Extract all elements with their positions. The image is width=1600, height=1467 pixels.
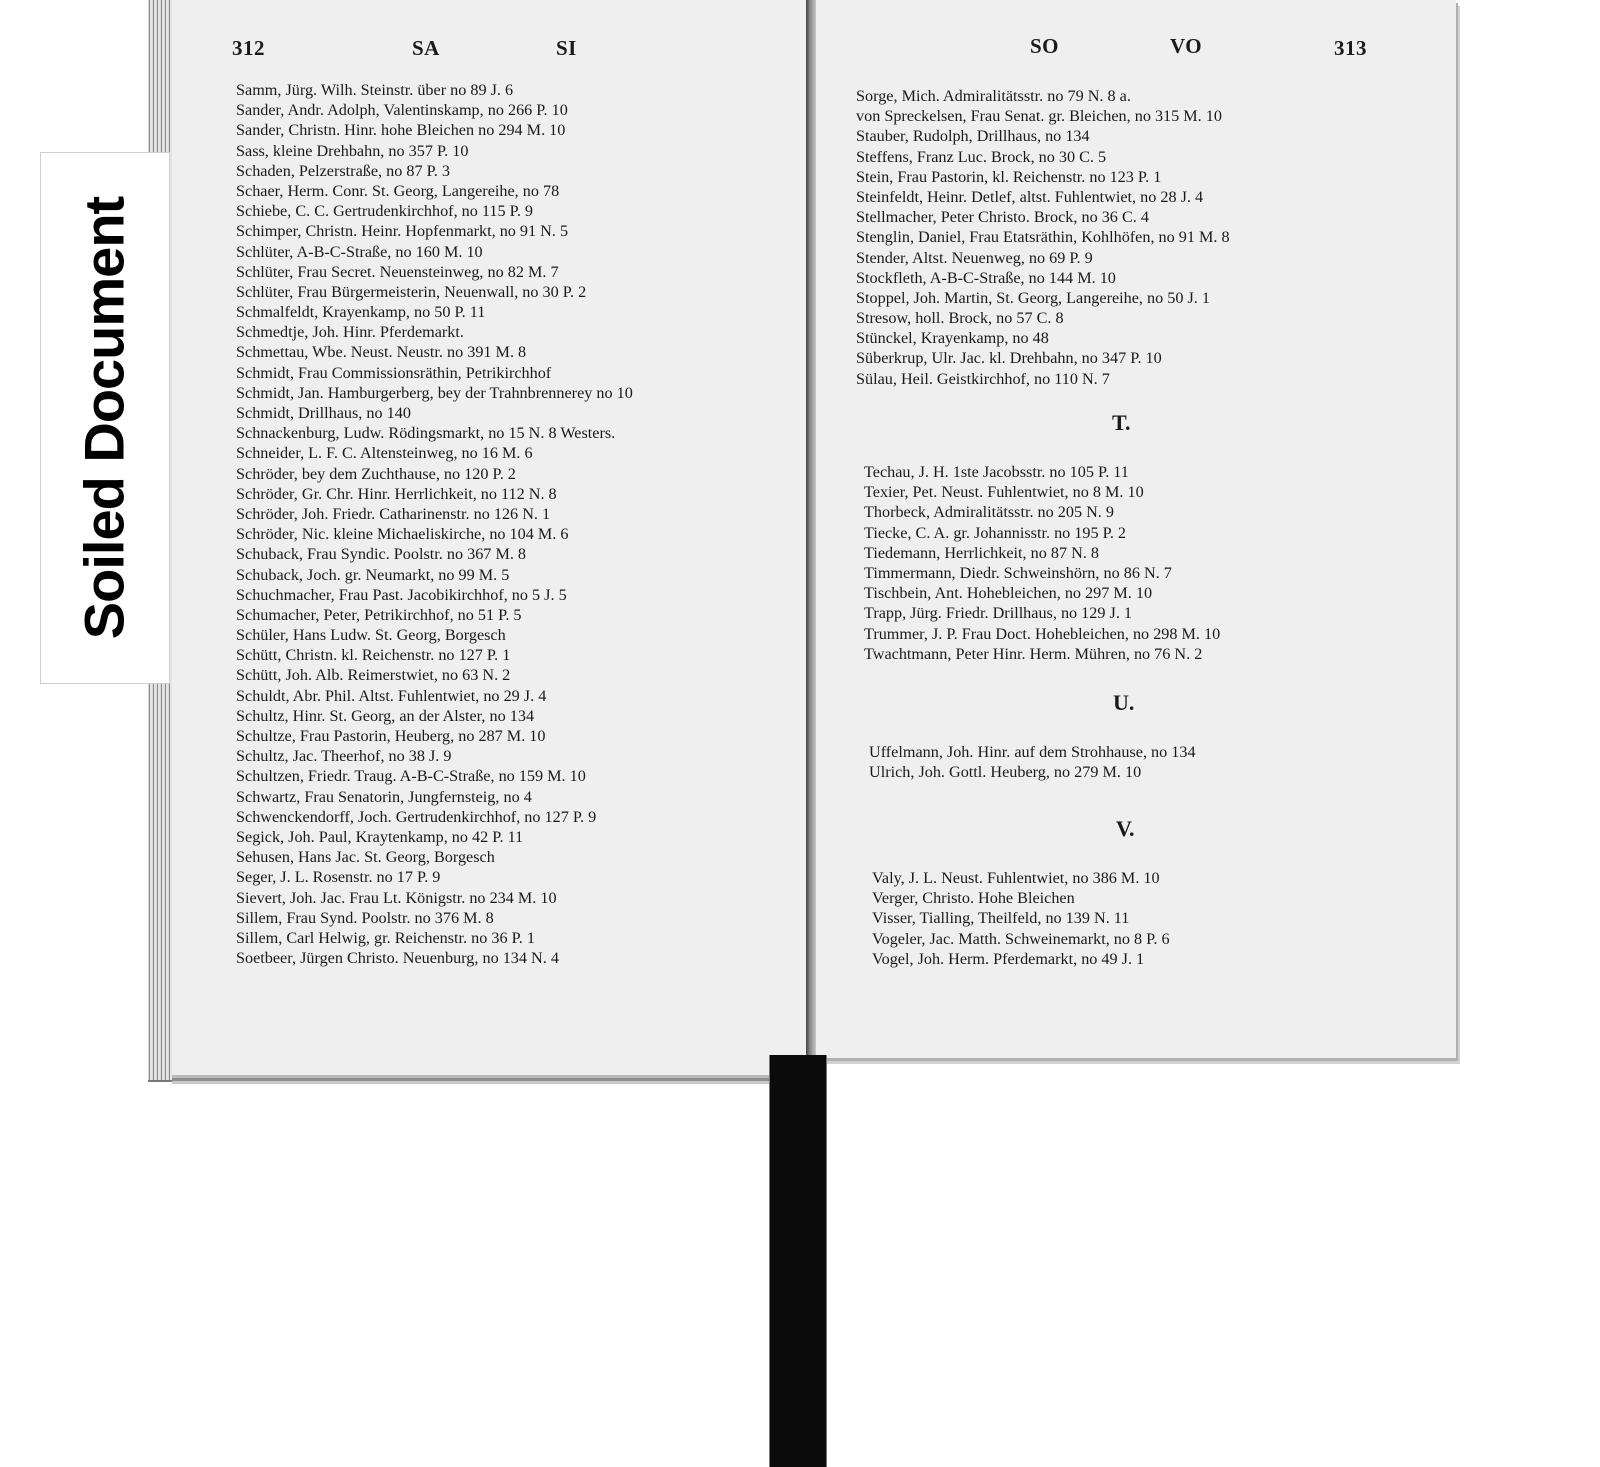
directory-entry: Seger, J. L. Rosenstr. no 17 P. 9	[236, 868, 441, 887]
directory-entry: Verger, Christo. Hohe Bleichen	[872, 889, 1075, 908]
directory-entry: Stresow, holl. Brock, no 57 C. 8	[856, 309, 1064, 328]
directory-entry: Schneider, L. F. C. Altensteinweg, no 16 M. 6	[236, 444, 533, 463]
directory-entry: Sillem, Frau Synd. Poolstr. no 376 M. 8	[236, 908, 494, 927]
directory-entry: Schröder, Joh. Friedr. Catharinenstr. no 126 N. 1	[236, 504, 551, 523]
directory-entry: Schwartz, Frau Senatorin, Jungfernsteig, no 4	[236, 787, 532, 806]
directory-entry: Stenglin, Daniel, Frau Etatsräthin, Kohlhöfen, no 91 M. 8	[856, 228, 1230, 247]
directory-entry: Tiedemann, Herrlichkeit, no 87 N. 8	[864, 543, 1099, 562]
directory-entry: Trummer, J. P. Frau Doct. Hohebleichen, no 298 M. 10	[864, 624, 1221, 643]
left-page-number: 312	[232, 36, 265, 60]
directory-entry: Samm, Jürg. Wilh. Steinstr. über no 89 J. 6	[236, 81, 514, 99]
directory-entry: Schröder, bey dem Zuchthause, no 120 P. 2	[236, 464, 516, 483]
directory-entry: Timmermann, Diedr. Schweinshörn, no 86 N. 7	[864, 563, 1172, 582]
section-letter-t: T.	[1112, 410, 1131, 435]
left-entry-list	[236, 80, 633, 968]
directory-entry: Schmidt, Jan. Hamburgerberg, bey der Trahnbrennerey no 10	[236, 383, 633, 402]
directory-entry: Tischbein, Ant. Hohebleichen, no 297 M. 10	[864, 584, 1153, 603]
directory-entry: Schmidt, Drillhaus, no 140	[236, 404, 411, 422]
directory-entry: Ulrich, Joh. Gottl. Heuberg, no 279 M. 10	[869, 763, 1142, 782]
directory-entry: Sehusen, Hans Jac. St. Georg, Borgesch	[236, 848, 495, 867]
directory-entry: Trapp, Jürg. Friedr. Drillhaus, no 129 J. 1	[864, 604, 1133, 623]
directory-entry: Schaer, Herm. Conr. St. Georg, Langereihe, no 78	[236, 181, 560, 200]
directory-entry: Sander, Christn. Hinr. hohe Bleichen no 294 M. 10	[236, 121, 566, 140]
directory-entry: Thorbeck, Admiralitätsstr. no 205 N. 9	[864, 503, 1114, 522]
directory-entry: Sass, kleine Drehbahn, no 357 P. 10	[236, 141, 469, 160]
directory-entry: Stoppel, Joh. Martin, St. Georg, Langereihe, no 50 J. 1	[856, 288, 1210, 307]
directory-entry: Schlüter, A-B-C-Straße, no 160 M. 10	[236, 242, 483, 261]
directory-entry: Stein, Frau Pastorin, kl. Reichenstr. no 123 P. 1	[856, 167, 1162, 186]
directory-entry: Stünckel, Krayenkamp, no 48	[856, 329, 1049, 348]
directory-entry: Schaden, Pelzerstraße, no 87 P. 3	[236, 161, 450, 180]
directory-entry: Schultz, Hinr. St. Georg, an der Alster, no 134	[236, 706, 535, 725]
directory-entry: Schütt, Joh. Alb. Reimerstwiet, no 63 N. 2	[236, 666, 511, 685]
directory-entry: Soetbeer, Jürgen Christo. Neuenburg, no 134 N. 4	[236, 949, 559, 968]
directory-entry: Vogel, Joh. Herm. Pferdemarkt, no 49 J. 1	[872, 949, 1145, 968]
directory-entry: Stauber, Rudolph, Drillhaus, no 134	[856, 127, 1090, 146]
directory-entry: Schultzen, Friedr. Traug. A-B-C-Straße, no 159 M. 10	[236, 767, 586, 786]
directory-entry: Schuback, Frau Syndic. Poolstr. no 367 M. 8	[236, 545, 527, 564]
directory-entry: Schröder, Nic. kleine Michaeliskirche, no 104 M. 6	[236, 525, 569, 544]
directory-entry: Schuldt, Abr. Phil. Altst. Fuhlentwiet, no 29 J. 4	[236, 686, 547, 705]
directory-entry: Schuchmacher, Frau Past. Jacobikirchhof, no 5 J. 5	[236, 585, 567, 604]
directory-entry: Stellmacher, Peter Christo. Brock, no 36 C. 4	[856, 208, 1149, 227]
directory-entry: Sülau, Heil. Geistkirchhof, no 110 N. 7	[856, 369, 1110, 388]
section-letter-u: U.	[1113, 690, 1135, 715]
right-running-head-start: SO	[1030, 34, 1060, 58]
directory-entry: von Spreckelsen, Frau Senat. gr. Bleichen, no 315 M. 10	[856, 107, 1222, 126]
directory-entry: Sorge, Mich. Admiralitätsstr. no 79 N. 8 a.	[856, 87, 1131, 105]
t-entry-list	[864, 462, 1220, 664]
bookmark-ribbon	[769, 1055, 827, 1467]
directory-entry: Schiebe, C. C. Gertrudenkirchhof, no 115 P. 9	[236, 202, 534, 221]
directory-entry: Twachtmann, Peter Hinr. Herm. Mühren, no 76 N. 2	[864, 644, 1203, 663]
v-entry-list	[872, 868, 1170, 969]
u-entry-list	[869, 742, 1196, 782]
directory-entry: Schütt, Christn. kl. Reichenstr. no 127 P. 1	[236, 646, 511, 665]
directory-entry: Steffens, Franz Luc. Brock, no 30 C. 5	[856, 147, 1107, 166]
directory-entry: Stockfleth, A-B-C-Straße, no 144 M. 10	[856, 268, 1116, 287]
directory-entry: Segick, Joh. Paul, Kraytenkamp, no 42 P. 11	[236, 827, 524, 846]
directory-entry: Schnackenburg, Ludw. Rödingsmarkt, no 15 N. 8 Westers.	[236, 424, 616, 443]
left-running-head-end: SI	[556, 36, 577, 60]
directory-entry: Schmidt, Frau Commissionsräthin, Petrikirchhof	[236, 363, 552, 382]
directory-entry: Steinfeldt, Heinr. Detlef, altst. Fuhlentwiet, no 28 J. 4	[856, 187, 1204, 206]
soiled-document-label: Soiled Document	[72, 196, 136, 640]
section-letter-v: V.	[1116, 816, 1135, 841]
directory-entry: Schultz, Jac. Theerhof, no 38 J. 9	[236, 747, 452, 766]
directory-entry: Schlüter, Frau Bürgermeisterin, Neuenwall, no 30 P. 2	[236, 282, 587, 301]
directory-entry: Süberkrup, Ulr. Jac. kl. Drehbahn, no 347 P. 10	[856, 349, 1162, 368]
directory-entry: Texier, Pet. Neust. Fuhlentwiet, no 8 M. 10	[864, 483, 1144, 502]
directory-entry: Vogeler, Jac. Matth. Schweinemarkt, no 8 P. 6	[872, 929, 1170, 948]
directory-entry: Schuback, Joch. gr. Neumarkt, no 99 M. 5	[236, 565, 510, 584]
directory-entry: Schröder, Gr. Chr. Hinr. Herrlichkeit, no 112 N. 8	[236, 484, 557, 503]
directory-entry: Schüler, Hans Ludw. St. Georg, Borgesch	[236, 626, 506, 645]
directory-entry: Sander, Andr. Adolph, Valentinskamp, no 266 P. 10	[236, 101, 568, 120]
s-entry-list	[856, 86, 1230, 389]
directory-entry: Sillem, Carl Helwig, gr. Reichenstr. no 36 P. 1	[236, 928, 535, 947]
directory-entry: Visser, Tialling, Theilfeld, no 139 N. 11	[872, 909, 1130, 928]
directory-entry: Stender, Altst. Neuenweg, no 69 P. 9	[856, 248, 1093, 267]
directory-entry: Techau, J. H. 1ste Jacobsstr. no 105 P. 11	[864, 463, 1129, 481]
directory-entry: Schumacher, Peter, Petrikirchhof, no 51 P. 5	[236, 605, 522, 624]
directory-entry: Schimper, Christn. Heinr. Hopfenmarkt, no 91 N. 5	[236, 222, 569, 241]
right-page-number: 313	[1334, 36, 1367, 60]
book-gutter	[806, 0, 816, 1070]
right-running-head-end: VO	[1170, 34, 1203, 58]
directory-entry: Schlüter, Frau Secret. Neuensteinweg, no 82 M. 7	[236, 262, 559, 281]
directory-entry: Schwenckendorff, Joch. Gertrudenkirchhof, no 127 P. 9	[236, 807, 597, 826]
directory-entry: Valy, J. L. Neust. Fuhlentwiet, no 386 M. 10	[872, 869, 1160, 887]
directory-entry: Uffelmann, Joh. Hinr. auf dem Strohhause, no 134	[869, 743, 1196, 761]
directory-entry: Schultze, Frau Pastorin, Heuberg, no 287 M. 10	[236, 727, 546, 745]
directory-entry: Tiecke, C. A. gr. Johannisstr. no 195 P. 2	[864, 523, 1127, 542]
directory-entry: Sievert, Joh. Jac. Frau Lt. Königstr. no 234 M. 10	[236, 888, 557, 907]
directory-entry: Schmedtje, Joh. Hinr. Pferdemarkt.	[236, 323, 464, 342]
directory-entry: Schmalfeldt, Krayenkamp, no 50 P. 11	[236, 303, 486, 322]
directory-entry: Schmettau, Wbe. Neust. Neustr. no 391 M. 8	[236, 343, 527, 362]
left-running-head-start: SA	[412, 36, 440, 60]
